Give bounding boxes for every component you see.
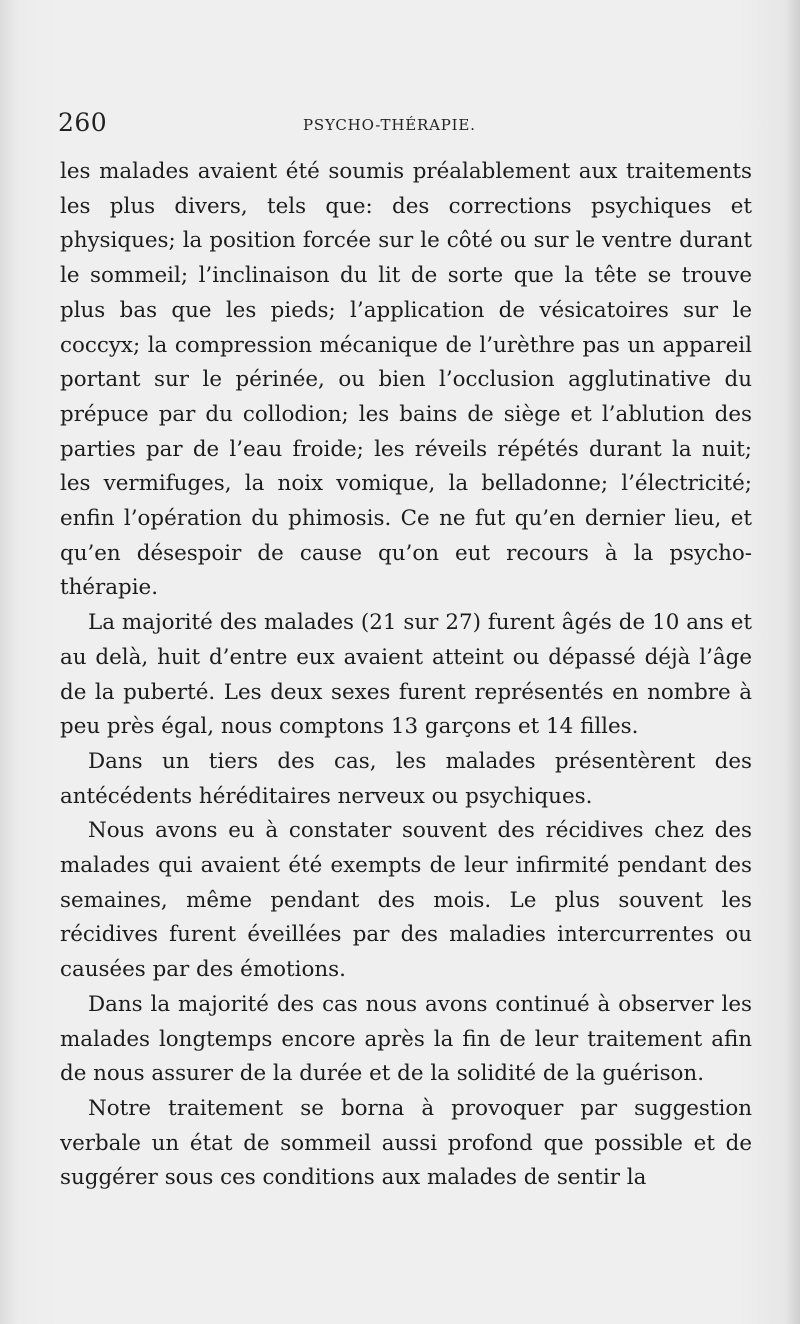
paragraph: Notre traitement se borna à provoquer par suggestion verbale un état de sommeil aussi profond que possible et de suggérer sous ces conditions aux malades de sentir la [60,1095,752,1191]
page-number: 260 [58,108,108,137]
body-text [60,155,752,1196]
running-head: PSYCHO-THÉRAPIE. [303,116,476,134]
paragraph: Dans la majorité des cas nous avons continué à observer les malades longtemps encore après la fin de leur traitement afin de nous assurer de la durée et de la solidité de la guérison. [60,991,752,1087]
paragraph: Dans un tiers des cas, les malades présentèrent des antécédents héréditaires nerveux ou psychiques. [60,748,752,809]
paragraph: La majorité des malades (21 sur 27) furent âgés de 10 ans et au delà, huit d’entre eux avaient atteint ou dépassé déjà l’âge de la puberté. Les deux sexes furent représentés en nombre à peu près égal, nous comptons 13 garçons et 14 filles. [60,610,752,740]
page-header [58,108,752,142]
paragraph: Nous avons eu à constater souvent des récidives chez des malades qui avaient été exempts de leur infirmité pendant des semaines, même pendant des mois. Le plus souvent les récidives furent éveillées par des maladies intercurrentes ou causées par des émotions. [60,818,752,983]
paragraph-continued: les malades avaient été soumis préalablement aux traitements les plus divers, tels que: des corrections psychiques et physiques; la position forcée sur le côté ou sur le ventre durant le sommeil; l’inclinaison du lit de sorte que la tête se trouve plus bas que les pieds; l’application de vésicatoires sur le coccyx; la compression mécanique de l’urèthre pas un appareil portant sur le périnée, ou bien l’occlusion agglutinative du prépuce par du collodion; les bains de siège et l’ablution des parties par de l’eau froide; les réveils répétés durant la nuit; les vermifuges, la noix vomique, la belladonne; l’électricité; enfin l’opération du phimosis. Ce ne fut qu’en dernier lieu, et qu’en désespoir de cause qu’on eut recours à la psycho-thérapie. [60,159,752,601]
